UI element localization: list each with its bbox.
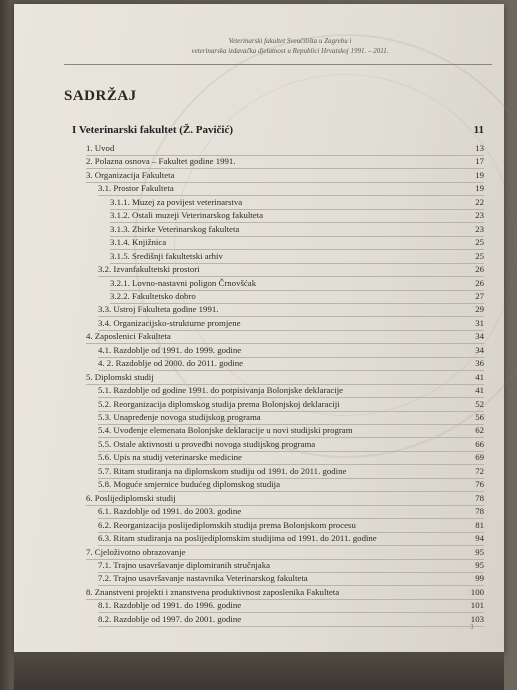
toc-entry-label: 3.1.4. Knjižnica (110, 237, 167, 248)
toc-entry-label: 5.2. Reorganizacija diplomskog studija prema Bolonjskoj deklaraciji (98, 398, 340, 409)
toc-entry (98, 505, 484, 519)
toc-entry-page: 95 (475, 546, 484, 557)
toc-entry-page: 31 (475, 317, 484, 328)
toc-entry-page: 72 (475, 465, 484, 476)
toc-entry-page: 34 (475, 344, 484, 355)
toc-entry-label: 7.2. Trajno usavršavanje nastavnika Veterinarskog fakulteta (98, 573, 308, 584)
toc-entry-label: 6.1. Razdoblje od 1991. do 2003. godine (98, 506, 242, 517)
toc-entry (98, 532, 484, 546)
toc-entry-page: 99 (475, 573, 484, 584)
toc-entry (110, 223, 484, 237)
toc-entry-page: 34 (475, 331, 484, 342)
toc-entry-label: 7.1. Trajno usavršavanje diplomiranih stručnjaka (98, 559, 270, 570)
toc-entry-label: 3. Organizacija Fakulteta (86, 169, 175, 180)
toc-entry (110, 250, 484, 264)
toc-entry-page: 27 (475, 290, 484, 301)
running-header (150, 36, 430, 56)
toc-entry-label: 8. Znanstveni projekti i znanstvena produktivnost zaposlenika Fakulteta (86, 586, 340, 597)
toc-entry (98, 384, 484, 398)
toc-entry-page: 19 (475, 183, 484, 194)
toc-entry-page: 103 (470, 613, 484, 624)
toc-entry (110, 277, 484, 291)
toc-entry-label: 5. Diplomski studij (86, 371, 154, 382)
toc-entry (110, 196, 484, 210)
toc-entry-label: 3.2.1. Lovno-nastavni poligon Črnovšćak (110, 277, 257, 288)
toc-entry (98, 344, 484, 358)
toc-entry-page: 101 (470, 600, 484, 611)
toc-entry-page: 23 (475, 223, 484, 234)
toc-entry (86, 155, 484, 169)
toc-entry-page: 23 (475, 210, 484, 221)
toc-entry-label: 3.4. Organizacijsko-strukturne promjene (98, 317, 241, 328)
toc-entry-label: 3.2. Izvanfakultetski prostori (98, 264, 200, 275)
toc-entry (98, 357, 484, 371)
toc-entry-label: 5.5. Ostale aktivnosti u provedbi novoga studijskog programa (98, 438, 316, 449)
toc-entry-label: 6. Poslijediplomski studij (86, 492, 176, 503)
toc-entry-label: 3.1.5. Središnji fakultetski arhiv (110, 250, 223, 261)
header-line-1: Veterinarski fakultet Sveučilišta u Zagrebu i (228, 37, 352, 45)
toc-entry-label: 7. Cjeloživotno obrazovanje (86, 546, 186, 557)
toc-entry (86, 142, 484, 156)
toc-entry-page: 56 (475, 412, 484, 422)
toc-entry-page: 29 (475, 304, 484, 315)
toc-entry-page: 25 (475, 250, 484, 261)
toc-entry (86, 330, 484, 344)
toc-entry-page: 78 (475, 492, 484, 503)
toc-entry-label: 4.1. Razdoblje od 1991. do 1999. godine (98, 344, 242, 355)
toc-entry (98, 572, 484, 586)
toc-entry-page: 100 (470, 586, 484, 597)
toc-entry-page: 36 (475, 358, 484, 369)
toc-entry-label: 3.1.2. Ostali muzeji Veterinarskog fakulteta (110, 210, 264, 221)
toc-entry-page: 94 (475, 533, 484, 544)
toc-entry-page: 13 (475, 143, 484, 153)
toc-entry-label: 2. Polazna osnova – Fakultet godine 1991. (86, 156, 236, 167)
toc-entry (98, 465, 484, 479)
toc-entry-page: 25 (475, 237, 484, 248)
toc-entry-page: 26 (475, 264, 484, 275)
toc-entry-label: 3.1.3. Zbirke Veterinarskog fakulteta (110, 223, 240, 234)
toc-entry-page: 95 (475, 559, 484, 570)
toc-entry (98, 438, 484, 452)
toc-entry (98, 317, 484, 331)
toc-entry-label: 8.1. Razdoblje od 1991. do 1996. godine (98, 600, 242, 611)
toc-entry-page: 76 (475, 479, 484, 490)
header-divider (64, 64, 492, 65)
toc-entry-page: 62 (475, 425, 484, 436)
toc-entry-page: 66 (475, 438, 484, 449)
toc-entry-label: 1. Uvod (86, 143, 115, 153)
toc-entry (86, 371, 484, 385)
toc-entry (98, 263, 484, 277)
toc-entry-label: 3.3. Ustroj Fakulteta godine 1991. (98, 304, 219, 315)
toc-entry (110, 209, 484, 223)
toc-entry-page: 78 (475, 506, 484, 517)
toc-entry (98, 451, 484, 465)
toc-entry (98, 599, 484, 613)
toc-entry-label: 6.3. Ritam studiranja na poslijediplomskim studijima od 1991. do 2011. godine (98, 533, 377, 544)
toc-entry-page: 26 (475, 277, 484, 288)
toc-entry-label: 3.1.1. Muzej za povijest veterinarstva (110, 196, 243, 207)
toc-entry-page: 41 (475, 371, 484, 382)
toc-entry (98, 424, 484, 438)
toc-entry-page: 22 (475, 196, 484, 207)
header-line-2: veterinarska izdavačka djelatnost u Republici Hrvatskoj 1991. – 2011. (191, 47, 389, 55)
toc-entry (98, 613, 484, 627)
toc-entry (98, 559, 484, 573)
page-title: SADRŽAJ (64, 88, 137, 104)
toc-entry-label: 3.2.2. Fakultetsko dobro (110, 290, 196, 301)
toc-entry-label: 4. 2. Razdoblje od 2000. do 2011. godine (98, 358, 244, 369)
toc-entry (86, 546, 484, 560)
toc-entry (110, 290, 484, 304)
toc-entry (86, 492, 484, 506)
toc-entry (86, 586, 484, 600)
toc-entry (98, 182, 484, 196)
toc-entry-label: 5.8. Moguće smjernice budućeg diplomskog studija (98, 479, 281, 490)
page-edge (14, 652, 504, 690)
toc-entry-label: 3.1. Prostor Fakulteta (98, 183, 174, 194)
toc-entry (86, 169, 484, 183)
toc-entry-label: 5.7. Ritam studiranja na diplomskom studiju od 1991. do 2011. godine (98, 465, 347, 476)
toc-entry-page: 19 (475, 169, 484, 180)
toc-entry-page: 41 (475, 385, 484, 396)
toc-entry (110, 236, 484, 250)
toc-entry (98, 303, 484, 317)
section-page-number: 11 (473, 124, 484, 136)
toc-entry-page: 69 (475, 452, 484, 463)
toc-entry (98, 411, 484, 425)
toc-entry-page: 81 (475, 519, 484, 530)
toc-entry-label: 5.4. Uvođenje elemenata Bolonjske deklaracije u novi studijski program (98, 425, 353, 436)
toc-entry-label: 5.1. Razdoblje od godine 1991. do potpisivanja Bolonjske deklaracije (98, 385, 344, 396)
toc-entry-label: 4. Zaposlenici Fakulteta (86, 331, 171, 342)
toc-entry-page: 17 (475, 156, 484, 167)
toc-entry-label: 5.3. Unapređenje novoga studijskog programa (98, 412, 261, 422)
toc-entry (98, 398, 484, 412)
toc-entry (98, 478, 484, 492)
section-heading: I Veterinarski fakultet (Ž. Pavičić) (72, 124, 234, 136)
page-number: 3 (470, 623, 474, 631)
toc-entry-label: 6.2. Reorganizacija poslijediplomskih studija prema Bolonjskom procesu (98, 519, 356, 530)
toc-entry-label: 8.2. Razdoblje od 1997. do 2001. godine (98, 613, 242, 624)
toc-entry-page: 52 (475, 398, 484, 409)
toc-entry-label: 5.6. Upis na studij veterinarske medicine (98, 452, 242, 463)
toc-entry (98, 519, 484, 533)
